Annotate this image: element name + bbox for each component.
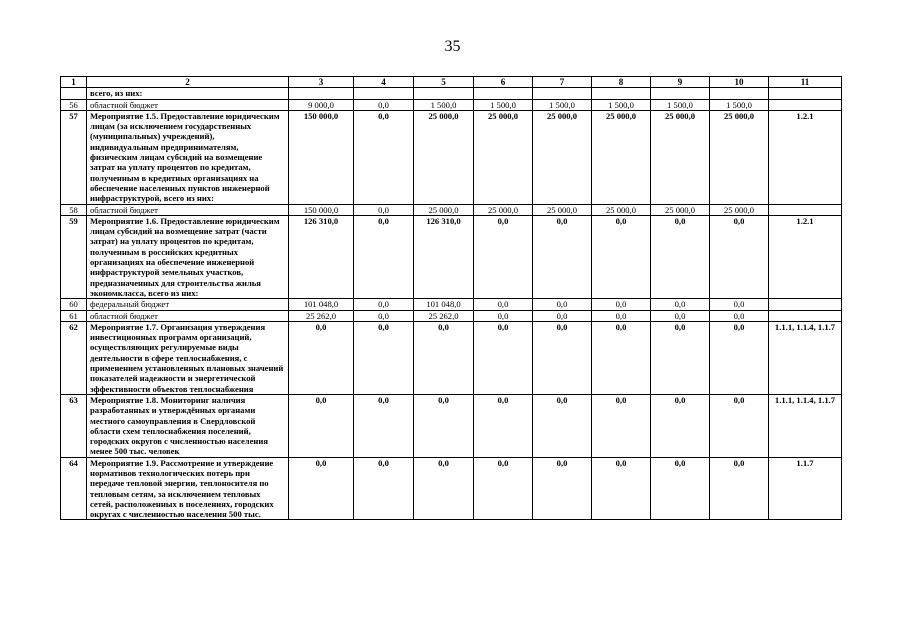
- table-row: [61, 204, 842, 215]
- amount-cell: 0,0: [651, 457, 710, 520]
- amount-cell: [414, 88, 474, 99]
- amount-cell: 1 500,0: [474, 99, 533, 110]
- amount-cell: 0,0: [289, 457, 354, 520]
- amount-cell: 150 000,0: [289, 110, 354, 204]
- amount-cell: 0,0: [651, 321, 710, 394]
- amount-cell: 0,0: [710, 321, 769, 394]
- amount-cell: 0,0: [354, 110, 414, 204]
- amount-cell: 0,0: [592, 457, 651, 520]
- amount-cell: 1 500,0: [592, 99, 651, 110]
- item-name-cell: федеральный бюджет: [87, 299, 289, 310]
- amount-cell: 150 000,0: [289, 204, 354, 215]
- table-row: [61, 310, 842, 321]
- table-row: [61, 215, 842, 298]
- item-name-cell: Мероприятие 1.8. Мониторинг наличия разработанных и утверждённых органами местного самоуправления в Свердловской области схем теплоснабжения поселений, городских округов с численностью населения менее 500 тыс. человек: [87, 394, 289, 457]
- row-number-cell: 60: [61, 299, 87, 310]
- amount-cell: 0,0: [474, 310, 533, 321]
- column-header: 8: [592, 77, 651, 88]
- table-row: [61, 299, 842, 310]
- target-code-cell: [769, 99, 842, 110]
- amount-cell: 25 000,0: [651, 110, 710, 204]
- amount-cell: 0,0: [414, 321, 474, 394]
- amount-cell: [710, 88, 769, 99]
- row-number-cell: [61, 88, 87, 99]
- amount-cell: 0,0: [414, 394, 474, 457]
- table-row: [61, 110, 842, 204]
- amount-cell: 0,0: [474, 215, 533, 298]
- amount-cell: 0,0: [533, 394, 592, 457]
- item-name-cell: областной бюджет: [87, 204, 289, 215]
- amount-cell: 0,0: [710, 394, 769, 457]
- column-header: 5: [414, 77, 474, 88]
- amount-cell: 1 500,0: [414, 99, 474, 110]
- amount-cell: 25 262,0: [289, 310, 354, 321]
- amount-cell: 126 310,0: [289, 215, 354, 298]
- item-name-cell: Мероприятие 1.6. Предоставление юридическим лицам субсидий на возмещение затрат (части затрат) на уплату процентов по кредитам, полученным в российских кредитных организациях на обеспечение инженерной инфраструктурой земельных участков, предназначенных для строительства жилья экономкласса, всего из них:: [87, 215, 289, 298]
- amount-cell: 25 000,0: [710, 110, 769, 204]
- amount-cell: 101 048,0: [414, 299, 474, 310]
- column-header: 1: [61, 77, 87, 88]
- target-code-cell: 1.1.7: [769, 457, 842, 520]
- amount-cell: 0,0: [533, 310, 592, 321]
- amount-cell: 25 000,0: [533, 204, 592, 215]
- amount-cell: 0,0: [651, 310, 710, 321]
- target-code-cell: 1.1.1, 1.1.4, 1.1.7: [769, 394, 842, 457]
- item-name-cell: всего, из них:: [87, 88, 289, 99]
- amount-cell: 0,0: [533, 321, 592, 394]
- item-name-cell: областной бюджет: [87, 310, 289, 321]
- column-header: 2: [87, 77, 289, 88]
- amount-cell: 9 000,0: [289, 99, 354, 110]
- target-code-cell: [769, 88, 842, 99]
- column-header: 4: [354, 77, 414, 88]
- table-row: [61, 88, 842, 99]
- amount-cell: 0,0: [474, 394, 533, 457]
- amount-cell: 25 000,0: [414, 110, 474, 204]
- amount-cell: 1 500,0: [710, 99, 769, 110]
- amount-cell: 0,0: [533, 299, 592, 310]
- amount-cell: 0,0: [710, 215, 769, 298]
- target-code-cell: [769, 299, 842, 310]
- amount-cell: 0,0: [289, 394, 354, 457]
- target-code-cell: 1.2.1: [769, 215, 842, 298]
- amount-cell: 0,0: [710, 457, 769, 520]
- target-code-cell: [769, 204, 842, 215]
- row-number-cell: 64: [61, 457, 87, 520]
- amount-cell: 25 000,0: [474, 110, 533, 204]
- amount-cell: 0,0: [474, 299, 533, 310]
- amount-cell: 0,0: [592, 215, 651, 298]
- column-header: 10: [710, 77, 769, 88]
- page-number: 35: [444, 38, 461, 55]
- amount-cell: 1 500,0: [533, 99, 592, 110]
- amount-cell: 25 000,0: [592, 204, 651, 215]
- amount-cell: 25 000,0: [533, 110, 592, 204]
- amount-cell: 0,0: [651, 215, 710, 298]
- table-body: [61, 88, 842, 520]
- amount-cell: 1 500,0: [651, 99, 710, 110]
- item-name-cell: Мероприятие 1.9. Рассмотрение и утверждение нормативов технологических потерь при передаче тепловой энергии, теплоносителя по тепловым сетям, за исключением тепловых сетей, расположенных в поселениях, городских округах с численностью населения 500 тыс.: [87, 457, 289, 520]
- table-row: [61, 99, 842, 110]
- amount-cell: 101 048,0: [289, 299, 354, 310]
- table-row: [61, 321, 842, 394]
- amount-cell: 0,0: [354, 394, 414, 457]
- amount-cell: 126 310,0: [414, 215, 474, 298]
- amount-cell: 0,0: [354, 310, 414, 321]
- table-row: [61, 394, 842, 457]
- amount-cell: 25 000,0: [414, 204, 474, 215]
- budget-table: [60, 76, 842, 520]
- target-code-cell: 1.2.1: [769, 110, 842, 204]
- item-name-cell: Мероприятие 1.5. Предоставление юридическим лицам (за исключением государственных (муниципальных) учреждений), индивидуальным предпринимателям, физическим лицам субсидий на возмещение затрат на уплату процентов по кредитам, полученным в кредитных организациях на обеспечение населенных пунктов инженерной инфраструктурой, всего из них:: [87, 110, 289, 204]
- amount-cell: [289, 88, 354, 99]
- amount-cell: [592, 88, 651, 99]
- row-number-cell: 59: [61, 215, 87, 298]
- amount-cell: 0,0: [592, 310, 651, 321]
- amount-cell: [354, 88, 414, 99]
- amount-cell: 25 000,0: [592, 110, 651, 204]
- amount-cell: 0,0: [354, 99, 414, 110]
- row-number-cell: 58: [61, 204, 87, 215]
- item-name-cell: областной бюджет: [87, 99, 289, 110]
- amount-cell: 0,0: [289, 321, 354, 394]
- amount-cell: [651, 88, 710, 99]
- amount-cell: [474, 88, 533, 99]
- amount-cell: 0,0: [354, 321, 414, 394]
- amount-cell: 0,0: [354, 299, 414, 310]
- amount-cell: 0,0: [710, 310, 769, 321]
- target-code-cell: [769, 310, 842, 321]
- amount-cell: 0,0: [651, 394, 710, 457]
- amount-cell: 0,0: [474, 321, 533, 394]
- row-number-cell: 61: [61, 310, 87, 321]
- amount-cell: 0,0: [474, 457, 533, 520]
- column-header: 9: [651, 77, 710, 88]
- amount-cell: 0,0: [651, 299, 710, 310]
- row-number-cell: 63: [61, 394, 87, 457]
- column-header: 7: [533, 77, 592, 88]
- amount-cell: 0,0: [592, 299, 651, 310]
- amount-cell: 0,0: [533, 457, 592, 520]
- table-header-row: [61, 77, 842, 88]
- amount-cell: 0,0: [592, 321, 651, 394]
- column-header: 11: [769, 77, 842, 88]
- row-number-cell: 56: [61, 99, 87, 110]
- amount-cell: 25 000,0: [474, 204, 533, 215]
- amount-cell: 25 262,0: [414, 310, 474, 321]
- amount-cell: 0,0: [354, 204, 414, 215]
- table-row: [61, 457, 842, 520]
- amount-cell: 0,0: [533, 215, 592, 298]
- amount-cell: 0,0: [592, 394, 651, 457]
- amount-cell: 25 000,0: [710, 204, 769, 215]
- item-name-cell: Мероприятие 1.7. Организация утверждения инвестиционных программ организаций, осуществляющих регулируемые виды деятельности в сфере теплоснабжения, с применением установленных плановых значений показателей надежности и энергетической эффективности объектов теплоснабжения: [87, 321, 289, 394]
- amount-cell: [533, 88, 592, 99]
- target-code-cell: 1.1.1, 1.1.4, 1.1.7: [769, 321, 842, 394]
- amount-cell: 25 000,0: [651, 204, 710, 215]
- amount-cell: 0,0: [354, 215, 414, 298]
- row-number-cell: 57: [61, 110, 87, 204]
- amount-cell: 0,0: [354, 457, 414, 520]
- column-header: 6: [474, 77, 533, 88]
- amount-cell: 0,0: [414, 457, 474, 520]
- column-header: 3: [289, 77, 354, 88]
- row-number-cell: 62: [61, 321, 87, 394]
- amount-cell: 0,0: [710, 299, 769, 310]
